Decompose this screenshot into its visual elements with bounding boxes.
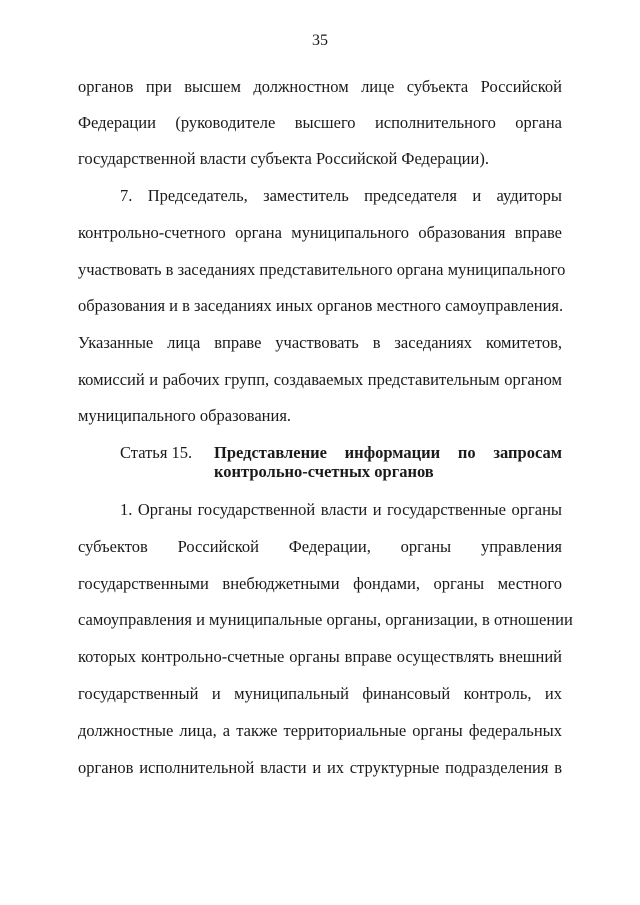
text-line: Федерации (руководителе высшего исполнительного органа [78, 113, 562, 132]
text-line: государственный и муниципальный финансовый контроль, их [78, 684, 562, 703]
text-line: комиссий и рабочих групп, создаваемых представительным органом [78, 370, 562, 389]
text-line: должностные лица, а также территориальные органы федеральных [78, 721, 562, 740]
text-line: которых контрольно-счетные органы вправе осуществлять внешний [78, 647, 562, 666]
text-line: государственной власти субъекта Российской Федерации). [78, 149, 489, 168]
text-line: контрольно-счетного органа муниципального образования вправе [78, 223, 562, 242]
text-line: участвовать в заседаниях представительного органа муниципального [78, 260, 566, 279]
text-line: органов исполнительной власти и их структурные подразделения в [78, 758, 562, 777]
text-line: субъектов Российской Федерации, органы управления [78, 537, 562, 556]
text-line: самоуправления и муниципальные органы, организации, в отношении [78, 610, 573, 629]
text-line: Указанные лица вправе участвовать в заседаниях комитетов, [78, 333, 562, 352]
article-label: Статья 15. [120, 443, 193, 462]
text-line: 7. Председатель, заместитель председателя и аудиторы [120, 186, 562, 205]
text-line: муниципального образования. [78, 406, 292, 425]
article-title-line: Представление информации по запросам [214, 443, 562, 462]
page-number: 35 [312, 32, 328, 49]
text-line: государственными внебюджетными фондами, органы местного [78, 574, 562, 593]
text-line: 1. Органы государственной власти и государственные органы [120, 500, 562, 519]
text-line: образования и в заседаниях иных органов местного самоуправления. [78, 296, 564, 315]
article-title-line: контрольно-счетных органов [214, 462, 434, 481]
text-line: органов при высшем должностном лице субъекта Российской [78, 77, 562, 96]
